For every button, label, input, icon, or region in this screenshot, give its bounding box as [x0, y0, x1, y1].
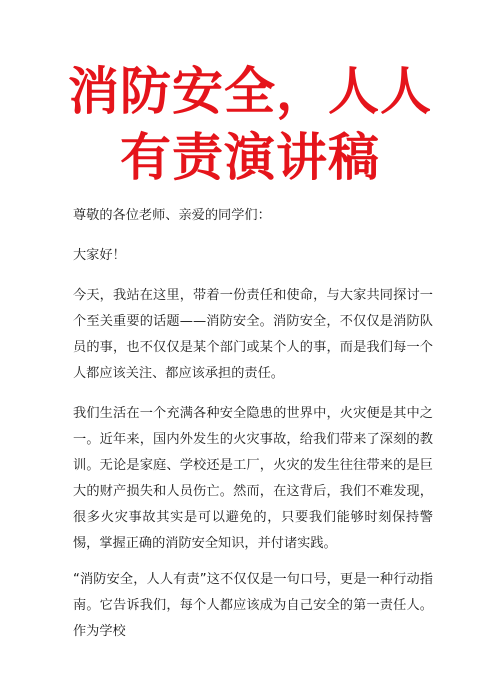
salutation: 尊敬的各位老师、亲爱的同学们：	[73, 208, 271, 223]
document-title-line-2: 有责演讲稿	[119, 129, 380, 188]
paragraph-3: “消防安全，人人有责”这不仅仅是一句口号，更是一种行动指南。它告诉我们，每个人都应该成为自己安全的第一责任人。作为学校	[73, 572, 433, 639]
greeting: 大家好！	[73, 248, 126, 263]
document-title-line-1: 消防安全，人人	[67, 63, 432, 122]
paragraph-1: 今天，我站在这里，带着一份责任和使命，与大家共同探讨一个至关重要的话题——消防安全。消防安全，不仅仅是消防队员的事，也不仅仅是某个部门或某个人的事，而是我们每一个人都应该关注、都应该承担的责任。	[73, 288, 433, 381]
paragraph-2: 我们生活在一个充满各种安全隐患的世界中，火灾便是其中之一。近年来，国内外发生的火灾事故，给我们带来了深刻的教训。无论是家庭、学校还是工厂，火灾的发生往往带来的是巨大的财产损失和人员伤亡。然而，在这背后，我们不难发现，很多火灾事故其实是可以避免的，只要我们能够时刻保持警惕，掌握正确的消防安全知识，并付诸实践。	[73, 406, 433, 551]
